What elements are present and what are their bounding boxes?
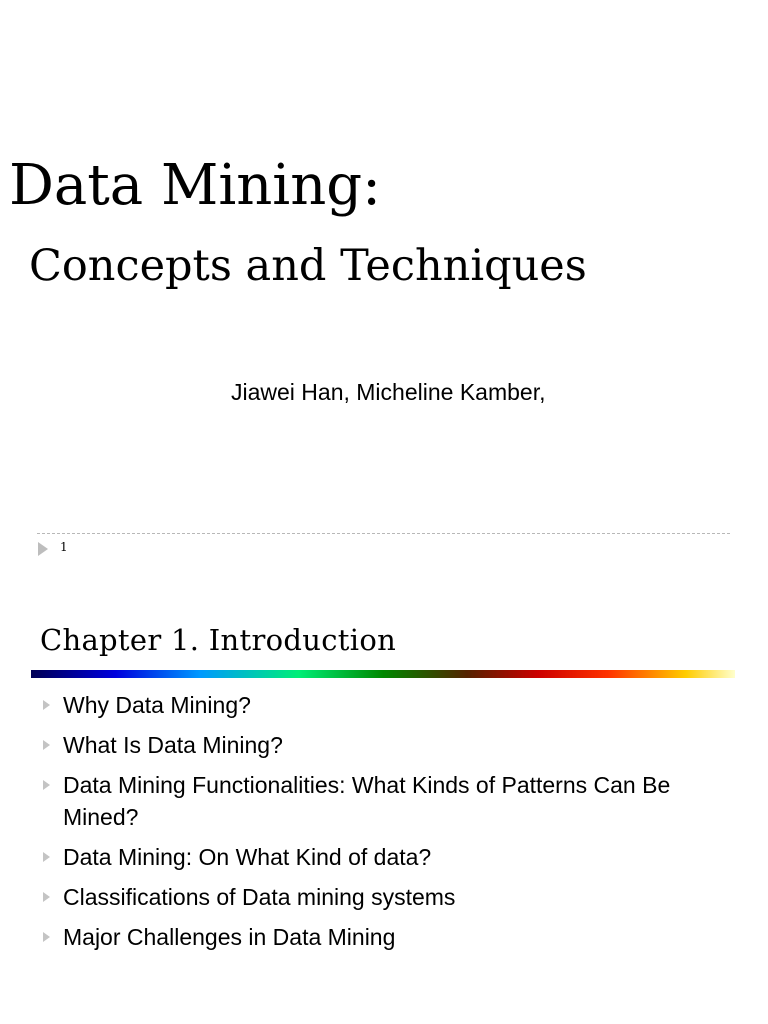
list-item	[40, 769, 720, 833]
list-item	[40, 841, 720, 873]
triangle-right-icon	[43, 892, 50, 902]
list-item-text: Data Mining Functionalities: What Kinds of Patterns Can Be Mined?	[63, 772, 671, 830]
list-item-text: Classifications of Data mining systems	[63, 884, 456, 910]
chapter-title: Chapter 1. Introduction	[40, 623, 397, 657]
list-item-text: Data Mining: On What Kind of data?	[63, 844, 432, 870]
list-item-text: Why Data Mining?	[63, 692, 251, 718]
triangle-right-icon	[43, 780, 50, 790]
triangle-right-icon	[43, 932, 50, 942]
triangle-right-icon	[43, 740, 50, 750]
slide-subtitle: Concepts and Techniques	[29, 241, 587, 291]
triangle-right-icon	[43, 852, 50, 862]
rainbow-rule	[31, 670, 735, 678]
triangle-right-icon	[38, 542, 48, 556]
list-item	[40, 689, 720, 721]
list-item-text: Major Challenges in Data Mining	[63, 924, 396, 950]
list-item	[40, 729, 720, 761]
list-item-text: What Is Data Mining?	[63, 732, 283, 758]
page-number: 1	[60, 540, 68, 554]
slide-title: Data Mining:	[9, 153, 381, 218]
list-item	[40, 921, 720, 953]
triangle-right-icon	[43, 700, 50, 710]
slide-divider	[37, 533, 730, 534]
bullet-list	[40, 689, 720, 961]
authors: Jiawei Han, Micheline Kamber,	[231, 379, 546, 405]
list-item	[40, 881, 720, 913]
